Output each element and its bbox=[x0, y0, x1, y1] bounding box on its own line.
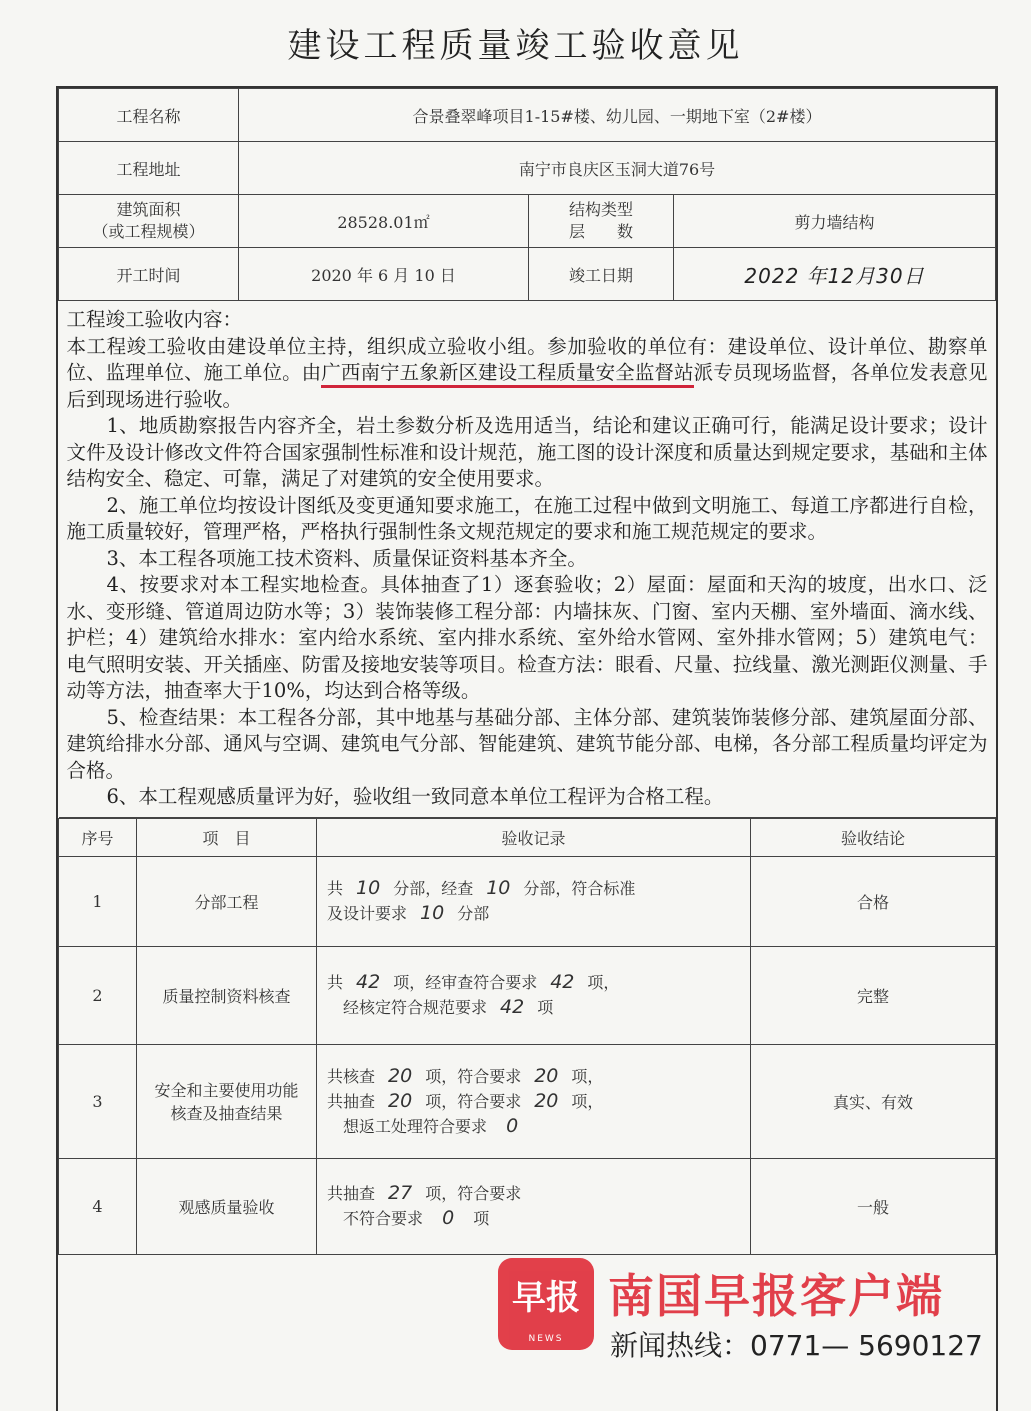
logo-subtext: NEWS bbox=[528, 1334, 564, 1344]
acceptance-record-table bbox=[58, 818, 996, 1255]
row-no: 4 bbox=[59, 1158, 137, 1254]
info-row-area bbox=[59, 195, 996, 248]
record-text: 经核定符合规范要求 bbox=[343, 998, 488, 1017]
logo-text: 早报 bbox=[512, 1278, 580, 1318]
row-no: 1 bbox=[59, 856, 137, 946]
intro-text-b: 派专员现场监督，各单位发表意见后到现场进行验收。 bbox=[66, 361, 988, 411]
record-text: 共 bbox=[327, 973, 344, 992]
record-handwritten: 20 bbox=[534, 1064, 559, 1087]
record-table-header bbox=[59, 818, 996, 856]
newspaper-watermark bbox=[498, 1258, 998, 1368]
row-record bbox=[317, 1044, 751, 1158]
row-result: 一般 bbox=[751, 1158, 996, 1254]
row-item-line1: 安全和主要使用功能 bbox=[154, 1081, 299, 1100]
area-label bbox=[59, 195, 239, 248]
structure-value: 剪力墙结构 bbox=[674, 195, 996, 248]
area-label-line1: 建筑面积 bbox=[116, 200, 181, 219]
row-item: 质量控制资料核查 bbox=[137, 946, 317, 1044]
row-record bbox=[317, 1158, 751, 1254]
record-text: 项，符合要求 bbox=[425, 1184, 522, 1203]
record-handwritten: 20 bbox=[388, 1064, 413, 1087]
header-item: 项 目 bbox=[137, 818, 317, 856]
record-text: 想返工处理符合要求 bbox=[343, 1116, 488, 1136]
record-handwritten: 0 bbox=[506, 1114, 519, 1137]
table-row bbox=[59, 946, 996, 1044]
content-heading: 工程竣工验收内容： bbox=[66, 308, 243, 331]
project-name-value: 合景叠翠峰项目1-15#楼、幼儿园、一期地下室（2#楼） bbox=[239, 89, 996, 142]
finish-date-value: 2022 年12月30日 bbox=[674, 248, 996, 301]
content-item-2: 2、施工单位均按设计图纸及变更通知要求施工，在施工过程中做到文明施工、每道工序都进行自检，施工质量较好，管理严格，严格执行强制性条文规范规定的要求和施工规范规定的要求。 bbox=[66, 493, 988, 543]
structure-label-line1: 结构类型 bbox=[568, 200, 633, 219]
news-hotline: 新闻热线：0771— 5690127 bbox=[610, 1324, 983, 1364]
newspaper-app-name: 南国早报客户端 bbox=[608, 1269, 944, 1323]
record-handwritten: 10 bbox=[356, 877, 381, 899]
finish-date-label: 竣工日期 bbox=[529, 248, 674, 301]
acceptance-content bbox=[59, 301, 996, 818]
newspaper-logo bbox=[498, 1258, 594, 1350]
row-item: 观感质量验收 bbox=[137, 1158, 317, 1254]
content-row bbox=[59, 301, 996, 818]
document-title: 建设工程质量竣工验收意见 bbox=[287, 26, 744, 66]
intro-text-a: 本工程竣工验收由建设单位主持，组织成立验收小组。参加验收的单位有：建设单位、设计单位、勘察单位、监理单位、施工单位。由 bbox=[66, 334, 988, 384]
record-text: 分部，经查 bbox=[393, 879, 474, 898]
record-handwritten: 42 bbox=[500, 996, 525, 1018]
record-text: 项，经审查符合要求 bbox=[393, 973, 538, 992]
record-text: 共核查 bbox=[327, 1066, 376, 1086]
area-label-line2: （或工程规模） bbox=[92, 222, 205, 241]
record-handwritten: 10 bbox=[486, 877, 511, 899]
record-handwritten: 10 bbox=[420, 902, 445, 924]
start-date-label: 开工时间 bbox=[59, 248, 239, 301]
structure-label bbox=[529, 195, 674, 248]
header-no: 序号 bbox=[59, 818, 137, 856]
record-handwritten: 42 bbox=[550, 971, 575, 993]
header-result: 验收结论 bbox=[751, 818, 996, 856]
record-text: 项 bbox=[473, 1209, 490, 1228]
row-result: 合格 bbox=[751, 856, 996, 946]
supervision-station-underlined: 广西南宁五象新区建设工程质量安全监督站 bbox=[321, 361, 693, 388]
record-text: 共抽查 bbox=[327, 1184, 376, 1203]
content-item-3: 3、本工程各项施工技术资料、质量保证资料基本齐全。 bbox=[106, 546, 587, 570]
record-text: 分部，符合标准 bbox=[523, 879, 636, 898]
row-record bbox=[317, 856, 751, 946]
record-text: 项，符合要求 bbox=[425, 1091, 522, 1111]
record-text: 共 bbox=[327, 879, 344, 898]
record-text: 不符合要求 bbox=[343, 1209, 424, 1228]
content-item-5: 5、检查结果：本工程各分部，其中地基与基础分部、主体分部、建筑装饰装修分部、建筑屋面分部、建筑给排水分部、通风与空调、建筑电气分部、智能建筑、建筑节能分部、电梯，各分部工程质量均评定为合格。 bbox=[66, 705, 988, 782]
record-text: 项， bbox=[587, 973, 620, 992]
content-item-4: 4、按要求对本工程实地检查。具体抽查了1）逐套验收；2）屋面：屋面和天沟的坡度，出水口、泛水、变形缝、管道周边防水等；3）装饰装修工程分部：内墙抹灰、门窗、室内天棚、室外墙面、滴水线、护栏；4）建筑给水排水：室内给水系统、室内排水系统、室外给水管网、室外排水管网；5）建筑电气：电气照明安装、开关插座、防雷及接地安装等项目。检查方法：眼看、尺量、拉线量、激光测距仪测量、手动等方法，抽查率大于10%，均达到合格等级。 bbox=[66, 573, 988, 702]
info-row-dates bbox=[59, 248, 996, 301]
project-address-value: 南宁市良庆区玉洞大道76号 bbox=[239, 142, 996, 195]
record-text: 及设计要求 bbox=[327, 904, 408, 923]
row-item bbox=[137, 1044, 317, 1158]
row-no: 2 bbox=[59, 946, 137, 1044]
row-item-line2: 核查及抽查结果 bbox=[170, 1104, 283, 1123]
record-handwritten: 42 bbox=[356, 971, 381, 993]
record-text: 项， bbox=[571, 1066, 604, 1086]
structure-label-line2: 层 数 bbox=[568, 222, 633, 241]
content-item-6: 6、本工程观感质量评为好，验收组一致同意本单位工程评为合格工程。 bbox=[106, 785, 724, 808]
info-row-address bbox=[59, 142, 996, 195]
row-item: 分部工程 bbox=[137, 856, 317, 946]
row-no: 3 bbox=[59, 1044, 137, 1158]
row-record bbox=[317, 946, 751, 1044]
area-value: 28528.01㎡ bbox=[239, 195, 529, 248]
record-handwritten: 20 bbox=[534, 1089, 559, 1112]
record-handwritten: 20 bbox=[388, 1089, 413, 1112]
record-text: 分部 bbox=[457, 904, 490, 923]
row-result: 完整 bbox=[751, 946, 996, 1044]
record-handwritten: 27 bbox=[388, 1182, 413, 1204]
project-address-label: 工程地址 bbox=[59, 142, 239, 195]
content-item-1: 1、地质勘察报告内容齐全，岩土参数分析及选用适当，结论和建议正确可行，能满足设计要求；设计文件及设计修改文件符合国家强制性标准和设计规范，施工图的设计深度和质量达到规定要求，基础和主体结构安全、稳定、可靠，满足了对建筑的安全使用要求。 bbox=[66, 414, 988, 490]
header-record: 验收记录 bbox=[317, 818, 751, 856]
acceptance-form bbox=[56, 86, 998, 1411]
record-text: 共抽查 bbox=[327, 1091, 376, 1111]
record-text: 项 bbox=[537, 998, 554, 1017]
record-text: 项， bbox=[571, 1091, 604, 1111]
table-row bbox=[59, 1158, 996, 1254]
start-date-value: 2020 年 6 月 10 日 bbox=[239, 248, 529, 301]
table-row bbox=[59, 856, 996, 946]
record-text: 项，符合要求 bbox=[425, 1066, 522, 1086]
project-name-label: 工程名称 bbox=[59, 89, 239, 142]
info-row-name bbox=[59, 89, 996, 142]
content-intro bbox=[67, 334, 988, 414]
table-row bbox=[59, 1044, 996, 1158]
record-handwritten: 0 bbox=[442, 1207, 455, 1229]
project-info-table bbox=[58, 88, 996, 818]
row-result: 真实、有效 bbox=[751, 1044, 996, 1158]
